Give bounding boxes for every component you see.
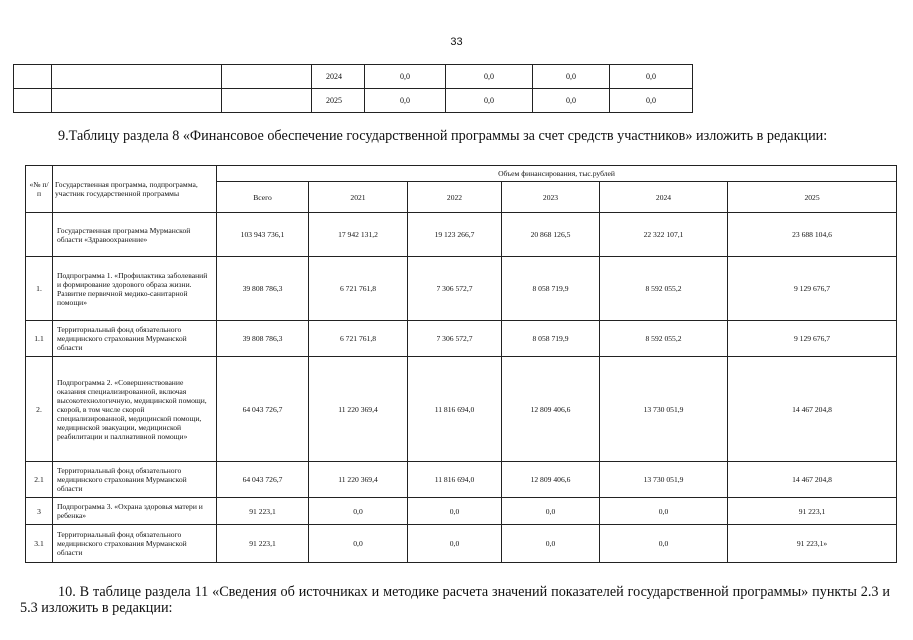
value-cell: 0,0 bbox=[446, 65, 533, 89]
row-value: 14 467 204,8 bbox=[728, 357, 897, 462]
row-program-name: Территориальный фонд обязательного медицинского страхования Мурманской области bbox=[53, 525, 217, 563]
year-cell: 2025 bbox=[312, 89, 365, 113]
row-value: 91 223,1 bbox=[217, 525, 309, 563]
row-program-name: Подпрограмма 2. «Совершенствование оказания специализированной, включая высокотехнологичную, медицинской помощи, скорой, в том числе скорой специализированной, медицинской помощи, медицинской эвакуации, медицинской реабилитации и паллиативной помощи» bbox=[53, 357, 217, 462]
row-value: 11 220 369,4 bbox=[309, 357, 408, 462]
row-value: 19 123 266,7 bbox=[408, 213, 502, 257]
header-col-2021: 2021 bbox=[309, 182, 408, 213]
row-number: 1. bbox=[26, 257, 53, 321]
row-value: 7 306 572,7 bbox=[408, 321, 502, 357]
row-value: 22 322 107,1 bbox=[600, 213, 728, 257]
blank-cell bbox=[222, 89, 312, 113]
blank-cell bbox=[693, 65, 894, 89]
row-value: 8 058 719,9 bbox=[502, 257, 600, 321]
row-value: 39 808 786,3 bbox=[217, 321, 309, 357]
blank-cell bbox=[14, 89, 52, 113]
value-cell: 0,0 bbox=[446, 89, 533, 113]
value-cell: 0,0 bbox=[610, 89, 693, 113]
table-row bbox=[26, 257, 897, 321]
row-value: 13 730 051,9 bbox=[600, 357, 728, 462]
row-number: 3.1 bbox=[26, 525, 53, 563]
header-col-total: Всего bbox=[217, 182, 309, 213]
row-program-name: Подпрограмма 1. «Профилактика заболеваний и формирование здорового образа жизни. Развитие первичной медико-санитарной помощи» bbox=[53, 257, 217, 321]
row-value: 103 943 736,1 bbox=[217, 213, 309, 257]
table-row bbox=[14, 65, 894, 89]
header-program: Государственная программа, подпрограмма, участник государственной программы bbox=[53, 166, 217, 213]
blank-cell bbox=[52, 65, 222, 89]
row-value: 8 592 055,2 bbox=[600, 321, 728, 357]
row-value: 91 223,1 bbox=[728, 498, 897, 525]
row-value: 13 730 051,9 bbox=[600, 462, 728, 498]
header-col-2023: 2023 bbox=[502, 182, 600, 213]
row-value: 8 592 055,2 bbox=[600, 257, 728, 321]
row-number bbox=[26, 213, 53, 257]
row-program-name: Подпрограмма 3. «Охрана здоровья матери и ребенка» bbox=[53, 498, 217, 525]
header-col-2024: 2024 bbox=[600, 182, 728, 213]
row-value: 0,0 bbox=[309, 525, 408, 563]
year-cell: 2024 bbox=[312, 65, 365, 89]
row-value: 0,0 bbox=[600, 525, 728, 563]
row-value: 12 809 406,6 bbox=[502, 462, 600, 498]
row-value: 14 467 204,8 bbox=[728, 462, 897, 498]
row-value: 6 721 761,8 bbox=[309, 257, 408, 321]
blank-cell bbox=[52, 89, 222, 113]
row-number: 3 bbox=[26, 498, 53, 525]
header-col-2025: 2025 bbox=[728, 182, 897, 213]
table-row bbox=[26, 357, 897, 462]
blank-cell bbox=[693, 89, 894, 113]
value-cell: 0,0 bbox=[365, 89, 446, 113]
row-value: 64 043 726,7 bbox=[217, 357, 309, 462]
value-cell: 0,0 bbox=[365, 65, 446, 89]
row-value: 23 688 104,6 bbox=[728, 213, 897, 257]
page-number: 33 bbox=[450, 36, 463, 48]
header-col-2022: 2022 bbox=[408, 182, 502, 213]
row-value: 0,0 bbox=[408, 525, 502, 563]
value-cell: 0,0 bbox=[610, 65, 693, 89]
row-value: 91 223,1 bbox=[217, 498, 309, 525]
row-value: 7 306 572,7 bbox=[408, 257, 502, 321]
row-value: 11 220 369,4 bbox=[309, 462, 408, 498]
row-value: 12 809 406,6 bbox=[502, 357, 600, 462]
row-value: 0,0 bbox=[408, 498, 502, 525]
row-value: 9 129 676,7 bbox=[728, 257, 897, 321]
table-row bbox=[26, 321, 897, 357]
row-value: 11 816 694,0 bbox=[408, 357, 502, 462]
blank-cell bbox=[222, 65, 312, 89]
blank-cell bbox=[14, 65, 52, 89]
table-row bbox=[26, 462, 897, 498]
paragraph-9: 9.Таблицу раздела 8 «Финансовое обеспечение государственной программы за счет средств участников» изложить в редакции: bbox=[58, 128, 828, 144]
row-value: 64 043 726,7 bbox=[217, 462, 309, 498]
row-program-name: Государственная программа Мурманской области «Здравоохранение» bbox=[53, 213, 217, 257]
row-value: 0,0 bbox=[600, 498, 728, 525]
row-value: 0,0 bbox=[309, 498, 408, 525]
row-value: 9 129 676,7 bbox=[728, 321, 897, 357]
value-cell: 0,0 bbox=[533, 65, 610, 89]
finance-table bbox=[25, 165, 897, 563]
row-program-name: Территориальный фонд обязательного медицинского страхования Мурманской области bbox=[53, 321, 217, 357]
table-row bbox=[26, 498, 897, 525]
table-row bbox=[26, 525, 897, 563]
row-value: 6 721 761,8 bbox=[309, 321, 408, 357]
row-value: 0,0 bbox=[502, 525, 600, 563]
row-value: 91 223,1» bbox=[728, 525, 897, 563]
header-funding: Объем финансирования, тыс.рублей bbox=[217, 166, 897, 182]
row-number: 2.1 bbox=[26, 462, 53, 498]
row-number: 2. bbox=[26, 357, 53, 462]
table-row bbox=[14, 89, 894, 113]
row-value: 8 058 719,9 bbox=[502, 321, 600, 357]
value-cell: 0,0 bbox=[533, 89, 610, 113]
row-value: 11 816 694,0 bbox=[408, 462, 502, 498]
header-num: «№ п/п bbox=[26, 166, 53, 213]
row-value: 0,0 bbox=[502, 498, 600, 525]
row-value: 17 942 131,2 bbox=[309, 213, 408, 257]
previous-table-fragment bbox=[13, 64, 894, 113]
row-number: 1.1 bbox=[26, 321, 53, 357]
row-value: 39 808 786,3 bbox=[217, 257, 309, 321]
paragraph-10: 10. В таблице раздела 11 «Сведения об источниках и методике расчета значений показателей государственной программы» пункты 2.3 и 5.3 изложить в редакции: bbox=[20, 584, 890, 616]
row-program-name: Территориальный фонд обязательного медицинского страхования Мурманской области bbox=[53, 462, 217, 498]
table-row bbox=[26, 213, 897, 257]
row-value: 20 868 126,5 bbox=[502, 213, 600, 257]
